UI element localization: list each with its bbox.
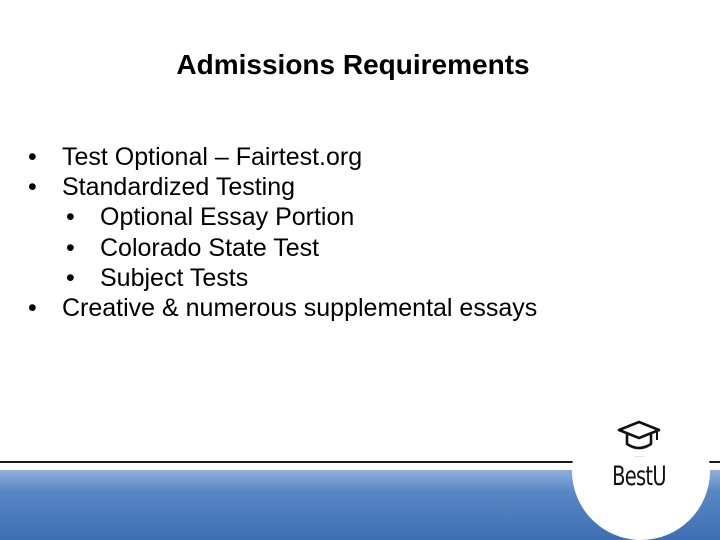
bullet-list (0, 142, 680, 323)
bullet-text: Standardized Testing (62, 173, 296, 202)
sub-bullet-item-optional-essay (0, 202, 680, 232)
sub-bullet-item-subject-tests (0, 263, 680, 293)
logo-wordmark: BestU (612, 461, 666, 492)
bullet-text: Optional Essay Portion (100, 203, 355, 232)
logo-tagline: ~~~~ (634, 454, 644, 459)
bullet-dot: • (66, 203, 75, 232)
bullet-text: Creative & numerous supplemental essays (62, 294, 538, 323)
bullet-dot: • (28, 173, 37, 202)
bullet-dot: • (28, 294, 37, 323)
bullet-text: Colorado State Test (100, 233, 320, 262)
bullet-dot: • (66, 233, 75, 262)
bullet-item-supplemental-essays (0, 293, 680, 323)
bullet-item-standardized-testing (0, 172, 680, 202)
bullet-dot: • (28, 143, 37, 171)
bullet-item-test-optional (0, 142, 680, 172)
bullet-text: Subject Tests (100, 263, 249, 292)
slide-title: Admissions Requirements (176, 49, 530, 80)
bullet-dot: • (66, 263, 75, 292)
sub-bullet-item-colorado-state-test (0, 233, 680, 263)
bullet-text: Test Optional – Fairtest.org (62, 143, 363, 171)
graduation-cap-icon (617, 420, 661, 454)
